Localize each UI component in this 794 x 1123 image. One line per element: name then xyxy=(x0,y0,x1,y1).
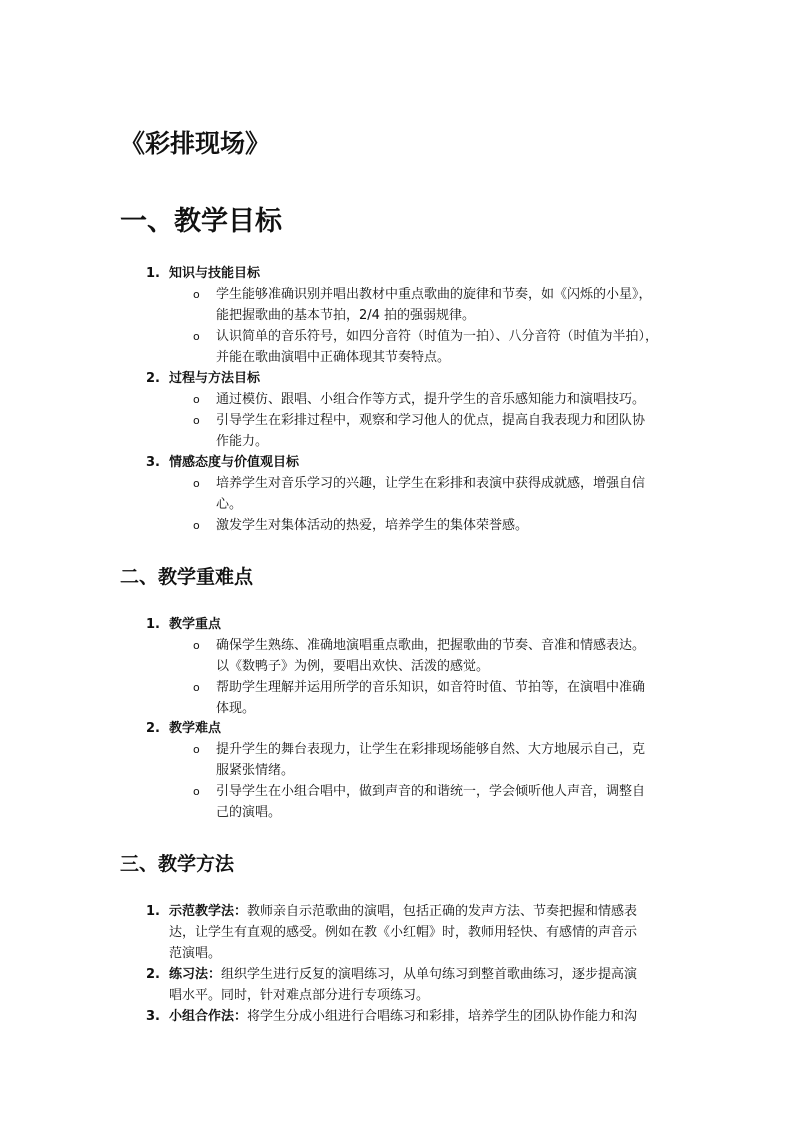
bullet-text: 通过模仿、跟唱、小组合作等方式，提升学生的音乐感知能力和演唱技巧。 xyxy=(216,392,646,407)
bullet-text: 培养学生对音乐学习的兴趣，让学生在彩排和表演中获得成就感，增强自信 xyxy=(216,476,646,491)
list-item-body: 组织学生进行反复的演唱练习，从单句练习到整首歌曲练习，逐步提高演 xyxy=(221,967,638,982)
bullet-text: 引导学生在彩排过程中，观察和学习他人的优点，提高自我表现力和团队协 xyxy=(216,413,646,428)
list-item-label: 知识与技能目标 xyxy=(169,266,261,281)
list-number: 2. xyxy=(146,371,160,386)
bullet-text: 认识简单的音乐符号，如四分音符（时值为一拍）、八分音符（时值为半拍）， xyxy=(216,329,659,344)
list-number: 3. xyxy=(146,455,160,470)
bullet-marker: o xyxy=(193,330,200,343)
bullet-text: 引导学生在小组合唱中，做到声音的和谐统一，学会倾听他人声音，调整自 xyxy=(216,784,646,799)
list-item-text xyxy=(169,1006,637,1027)
bullet-marker: o xyxy=(193,681,200,694)
bullet-text: 能把握歌曲的基本节拍，2/4 拍的强弱规律。 xyxy=(216,308,476,323)
list-number: 1. xyxy=(146,904,160,919)
bullet-marker: o xyxy=(193,288,200,301)
list-item-text xyxy=(169,964,637,985)
bullet-text: 激发学生对集体活动的热爱，培养学生的集体荣誉感。 xyxy=(216,518,529,533)
bullet-marker: o xyxy=(193,477,200,490)
list-number: 3. xyxy=(146,1009,160,1024)
bullet-marker: o xyxy=(193,393,200,406)
list-item-body: 教师亲自示范歌曲的演唱，包括正确的发声方法、节奏把握和情感表 xyxy=(247,904,638,919)
list-number: 1. xyxy=(146,266,160,281)
list-item-body: 范演唱。 xyxy=(169,946,222,961)
bullet-marker: o xyxy=(193,639,200,652)
list-number: 2. xyxy=(146,967,160,982)
bullet-text: 服紧张情绪。 xyxy=(216,763,295,778)
list-item-label: 情感态度与价值观目标 xyxy=(169,455,300,470)
list-item-label: 教学重点 xyxy=(169,617,222,632)
section-heading-objectives: 一、教学目标 xyxy=(120,206,282,237)
list-number: 1. xyxy=(146,617,160,632)
bullet-marker: o xyxy=(193,743,200,756)
bullet-marker: o xyxy=(193,785,200,798)
list-item-label: 教学难点 xyxy=(169,721,222,736)
list-item-label: 示范教学法： xyxy=(169,904,248,919)
bullet-text: 以《数鸭子》为例，要唱出欢快、活泼的感觉。 xyxy=(216,659,490,674)
list-item-label: 过程与方法目标 xyxy=(169,371,261,386)
list-item-label: 练习法： xyxy=(169,967,222,982)
bullet-text: 帮助学生理解并运用所学的音乐知识，如音符时值、节拍等，在演唱中准确 xyxy=(216,680,646,695)
list-item-text xyxy=(169,901,637,922)
section-heading-methods: 三、教学方法 xyxy=(120,853,235,875)
bullet-text: 体现。 xyxy=(216,701,256,716)
bullet-text: 并能在歌曲演唱中正确体现其节奏特点。 xyxy=(216,350,451,365)
bullet-marker: o xyxy=(193,519,200,532)
list-number: 2. xyxy=(146,721,160,736)
bullet-text: 心。 xyxy=(216,497,243,512)
bullet-text: 确保学生熟练、准确地演唱重点歌曲，把握歌曲的节奏、音准和情感表达。 xyxy=(216,638,646,653)
bullet-text: 己的演唱。 xyxy=(216,805,282,820)
bullet-text: 作能力。 xyxy=(216,434,269,449)
bullet-text: 学生能够准确识别并唱出教材中重点歌曲的旋律和节奏，如《闪烁的小星》， xyxy=(216,287,652,302)
list-item-body: 将学生分成小组进行合唱练习和彩排，培养学生的团队协作能力和沟 xyxy=(247,1009,638,1024)
list-item-label: 小组合作法： xyxy=(169,1009,248,1024)
bullet-text: 提升学生的舞台表现力，让学生在彩排现场能够自然、大方地展示自己，克 xyxy=(216,742,646,757)
list-item-body: 达，让学生有直观的感受。例如在教《小红帽》时，教师用轻快、有感情的声音示 xyxy=(169,925,638,940)
section-heading-key-points: 二、教学重难点 xyxy=(120,566,254,588)
document-title: 《彩排现场》 xyxy=(120,129,271,158)
bullet-marker: o xyxy=(193,414,200,427)
list-item-body: 唱水平。同时，针对难点部分进行专项练习。 xyxy=(169,988,430,1003)
